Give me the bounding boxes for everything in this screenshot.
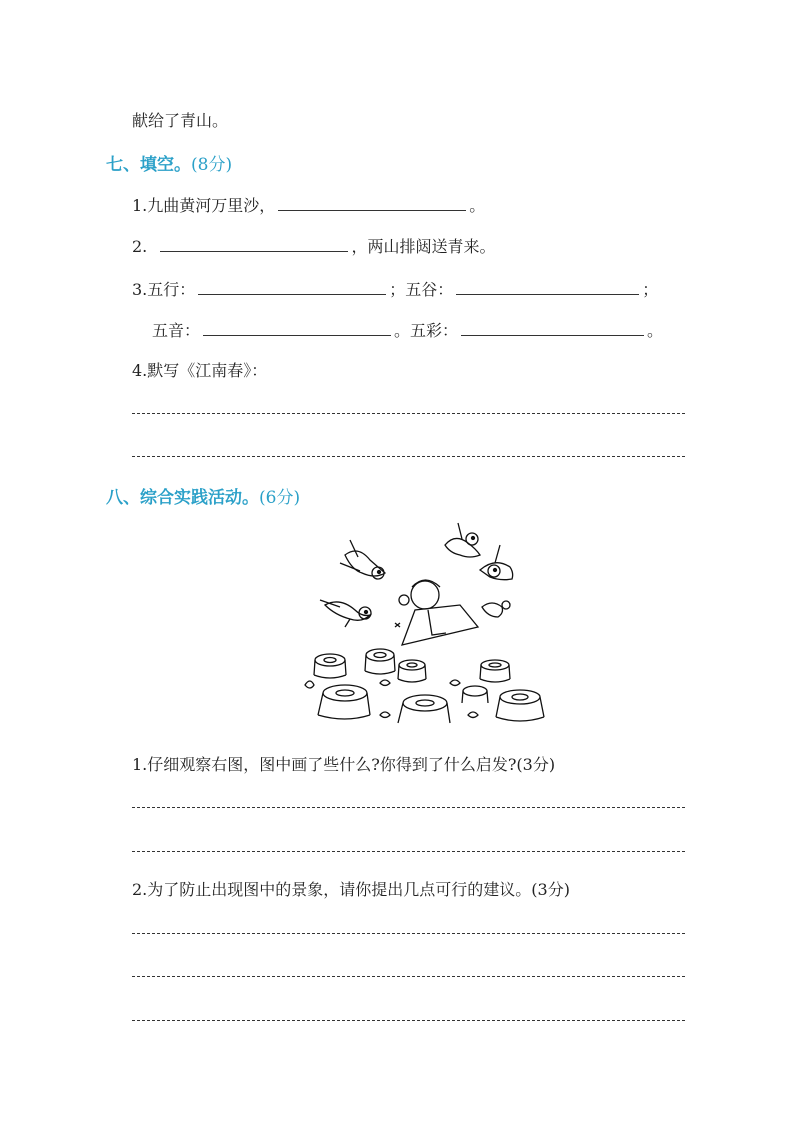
bird-icon [320, 600, 371, 627]
q7-1-suffix: 。 [469, 196, 486, 215]
q7-2-suffix: ，两山排闼送青来。 [351, 237, 496, 256]
leaf-icon [380, 712, 390, 718]
leaf-icon [305, 681, 314, 688]
illustration-stumps-birds [300, 515, 550, 725]
answer-line-q7-4-2[interactable] [132, 456, 685, 457]
blank-wugu[interactable] [456, 280, 639, 295]
blank-wuyin[interactable] [203, 321, 391, 336]
q7-3-label-wuyin: 五音： [152, 321, 201, 340]
q7-3-label-wucai: 。五彩： [394, 321, 459, 340]
q7-3-label-wuxing: 3.五行： [132, 280, 196, 299]
leaf-icon [450, 680, 460, 686]
blank-wuxing[interactable] [198, 280, 386, 295]
leaf-icon [380, 680, 390, 686]
q7-1-prefix: 1.九曲黄河万里沙， [132, 196, 276, 215]
answer-line-q8-2-2[interactable] [132, 976, 685, 977]
tree-stump-icon [398, 695, 450, 723]
tree-stump-icon [314, 654, 346, 678]
bird-icon [340, 540, 385, 579]
q7-1 [132, 193, 485, 216]
tree-stump-icon [398, 660, 426, 682]
section7-title: 七、填空。 [106, 155, 191, 175]
q7-3-row1 [132, 277, 658, 300]
leaf-icon [468, 712, 478, 718]
tree-stump-icon [480, 660, 510, 682]
blank-q7-1[interactable] [278, 196, 466, 211]
section8-heading [106, 483, 300, 508]
section8-score: (6分) [259, 488, 301, 508]
bird-icon [480, 545, 513, 580]
q7-3-label-wugu: ；五谷： [389, 280, 454, 299]
q7-3-end1: ； [642, 280, 659, 299]
bird-icon [445, 523, 480, 557]
answer-line-q8-1-2[interactable] [132, 851, 685, 852]
section7-heading [106, 150, 232, 175]
blank-wucai[interactable] [461, 321, 644, 336]
tree-stump-icon [462, 686, 488, 703]
q7-2 [132, 234, 495, 257]
q7-4: 4.默写《江南春》： [132, 361, 268, 380]
answer-line-q8-2-3[interactable] [132, 1020, 685, 1021]
answer-line-q7-4-1[interactable] [132, 413, 685, 414]
bird-icon [482, 601, 510, 617]
top-fragment: 献给了青山。 [132, 111, 229, 130]
q8-2: 2.为了防止出现图中的景象，请你提出几点可行的建议。(3分) [132, 880, 570, 899]
q8-1: 1.仔细观察右图，图中画了些什么?你得到了什么启发?(3分) [132, 755, 556, 774]
q7-2-prefix: 2. [132, 237, 148, 256]
q7-3-end2: 。 [647, 321, 664, 340]
blank-q7-2[interactable] [160, 237, 348, 252]
tree-stump-icon [365, 649, 395, 674]
answer-line-q8-1-1[interactable] [132, 807, 685, 808]
answer-line-q8-2-1[interactable] [132, 933, 685, 934]
child-writing [395, 580, 478, 645]
tree-stump-icon [496, 690, 544, 721]
section7-score: (8分) [191, 155, 233, 175]
q7-3-row2 [152, 318, 663, 341]
tree-stump-icon [318, 685, 370, 719]
section8-title: 八、综合实践活动。 [106, 488, 259, 508]
